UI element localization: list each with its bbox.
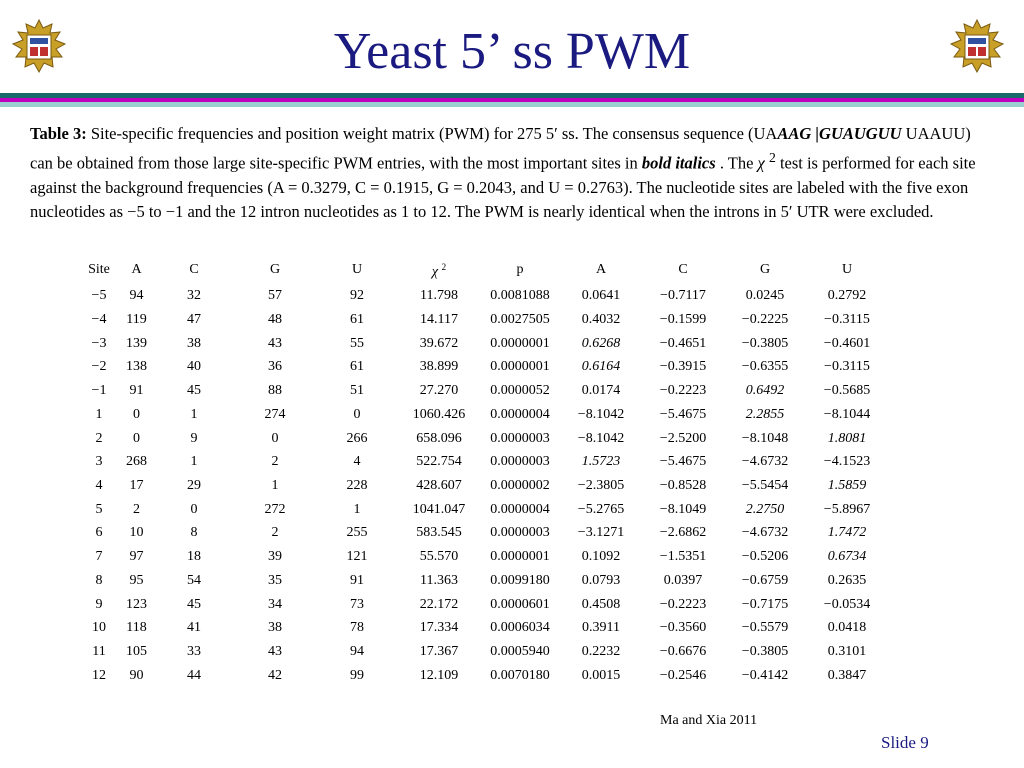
cell-p: 0.0000052 [490,383,550,399]
cell-wu: −8.1044 [823,406,871,422]
table-row [79,640,888,664]
cell-a: 90 [129,667,144,683]
cell-wa: 0.3911 [582,620,620,636]
cell-a: 138 [126,359,147,375]
cell-wg: −0.5206 [741,549,789,565]
cell-wg: 0.6492 [745,383,785,399]
cell-p: 0.0000001 [490,549,550,565]
cell-site: 1 [95,406,103,422]
cell-a: 123 [126,596,147,612]
cell-wu: −0.3115 [824,359,870,375]
cell-wa: 0.6164 [581,359,621,375]
header-pwm-c: C [678,262,688,278]
cell-wa: 0.1092 [581,549,621,565]
cell-site: 7 [95,549,103,565]
source-citation: Ma and Xia 2011 [660,713,758,728]
cell-chi: 39.672 [419,335,459,351]
cell-wc: −2.5200 [659,430,707,446]
table-header-row [79,256,888,284]
table-body [79,284,888,687]
cell-wg: −0.6759 [741,572,789,588]
table-row [79,379,888,403]
cell-c: 1 [190,454,198,470]
caption-text-3: . The [715,153,758,173]
cell-site: −4 [91,312,107,328]
table-row [79,498,888,522]
cell-wa: 0.6268 [581,335,621,351]
table-row [79,427,888,451]
table-row [79,664,888,688]
cell-wu: 1.8081 [827,430,867,446]
cell-c: 8 [190,525,198,541]
cell-wc: −0.7117 [660,288,706,304]
cell-wu: 0.0418 [827,620,867,636]
header-pwm-a: A [595,262,607,278]
cell-wc: −5.4675 [659,454,707,470]
cell-wg: −0.7175 [741,596,789,612]
cell-p: 0.0000601 [490,596,550,612]
cell-p: 0.0070180 [490,667,550,683]
cell-u: 55 [350,335,364,351]
cell-a: 118 [126,620,147,636]
cell-site: −1 [91,383,107,399]
cell-p: 0.0000003 [490,430,550,446]
cell-g: 34 [268,596,282,612]
cell-wg: −0.3805 [741,335,789,351]
cell-g: 57 [268,288,282,304]
cell-wg: −4.6732 [741,525,789,541]
cell-u: 51 [350,383,364,399]
cell-u: 1 [353,501,361,517]
cell-a: 119 [126,312,147,328]
caption-text-4: test is performed for each site against the background frequencies (A = 0.3279, C = 0.1915, G = 0.2043, and U = 0.2763). The nucleotide sites are labeled with the five exon nucleotides as −5 to −1 and the 12 intron nucleotides as 1 to 12. The PWM is nearly identical when the introns in 5′ UTR were excluded. [30,153,976,221]
cell-chi: 1060.426 [412,406,466,422]
table-row [79,569,888,593]
cell-wu: 0.2635 [827,572,867,588]
cell-g: 274 [264,406,286,422]
cell-wc: −0.8528 [659,477,707,493]
cell-chi: 11.363 [420,572,458,588]
table-row [79,521,888,545]
cell-c: 33 [187,643,201,659]
cell-wu: −4.1523 [823,454,871,470]
header-pwm-u: U [841,262,853,278]
table-row [79,403,888,427]
cell-u: 99 [350,667,364,683]
cell-c: 44 [187,667,201,683]
slide-title: Yeast 5’ ss PWM [333,23,691,80]
cell-c: 47 [187,312,201,328]
cell-c: 40 [187,359,201,375]
cell-a: 94 [129,288,144,304]
table-caption [30,122,992,224]
cell-site: 6 [95,525,103,541]
cell-u: 92 [350,288,364,304]
header-g: G [269,262,281,278]
header-chi: χ $^2$ [431,262,447,280]
cell-g: 1 [271,477,279,493]
table-row [79,593,888,617]
cell-wc: −0.3915 [659,359,707,375]
cell-u: 4 [353,454,361,470]
table-row [79,450,888,474]
table-row [79,474,888,498]
university-crest-icon [10,18,68,74]
cell-a: 2 [133,501,140,517]
cell-site: 12 [92,667,106,683]
cell-a: 105 [126,643,147,659]
cell-wc: −0.3560 [659,620,707,636]
cell-p: 0.0081088 [490,288,550,304]
cell-site: 8 [95,572,103,588]
cell-chi: 17.367 [419,643,459,659]
table-row [79,308,888,332]
cell-wg: 2.2750 [745,501,785,517]
caption-text-1: Site-specific frequencies and position weight matrix (PWM) for 275 5′ ss. The consensus sequence (UA [86,124,778,143]
cell-g: 48 [268,312,282,328]
cell-wg: −0.3805 [741,643,789,659]
cell-wu: 0.2792 [827,288,867,304]
cell-p: 0.0000001 [490,359,550,375]
cell-c: 38 [187,335,201,351]
cell-wu: −0.4601 [823,335,871,351]
cell-site: −5 [91,288,107,304]
cell-wa: 0.4508 [581,596,621,612]
cell-wa: 0.4032 [581,312,621,328]
cell-c: 45 [187,596,201,612]
cell-p: 0.0000002 [490,477,550,493]
cell-p: 0.0000001 [490,335,550,351]
divider-light [0,102,1024,107]
cell-a: 139 [126,335,147,351]
cell-chi: 55.570 [419,549,459,565]
cell-site: 4 [95,477,103,493]
cell-p: 0.0006034 [490,620,550,636]
cell-wu: −0.3115 [824,312,870,328]
cell-g: 0 [271,430,279,446]
cell-c: 0 [190,501,198,517]
cell-wg: −0.4142 [741,667,789,683]
cell-wa: −2.3805 [577,477,625,493]
table-row [79,616,888,640]
cell-p: 0.0005940 [490,643,550,659]
cell-wg: −5.5454 [741,477,789,493]
table-row [79,545,888,569]
cell-p: 0.0000003 [490,525,550,541]
cell-g: 39 [268,549,282,565]
cell-wu: 0.3101 [827,643,867,659]
cell-wg: 2.2855 [745,406,785,422]
cell-wg: −8.1048 [741,430,789,446]
cell-c: 1 [190,406,198,422]
cell-wa: 0.0793 [581,572,621,588]
cell-chi: 17.334 [419,620,459,636]
table-row [79,355,888,379]
cell-wg: −0.2225 [741,312,789,328]
cell-wc: −0.2546 [659,667,707,683]
pwm-table [79,256,888,687]
cell-wg: −0.5579 [741,620,789,636]
cell-u: 78 [350,620,364,636]
cell-wc: −0.2223 [659,383,707,399]
title-divider [0,93,1024,107]
cell-u: 91 [350,572,364,588]
header-pwm-g: G [759,262,771,278]
cell-chi: 27.270 [419,383,459,399]
cell-site: 3 [95,454,103,470]
cell-wc: −2.6862 [659,525,707,541]
header-c: C [189,262,199,278]
cell-u: 94 [350,643,364,659]
cell-g: 43 [268,643,282,659]
caption-bold-italics: bold italics [641,153,716,173]
cell-chi: 38.899 [419,359,459,375]
cell-wa: 1.5723 [581,454,621,470]
cell-chi: 658.096 [416,430,462,446]
cell-a: 91 [129,383,144,399]
cell-wc: −5.4675 [659,406,707,422]
caption-consensus: AAG |GUAUGUU [777,124,902,143]
cell-u: 255 [346,525,368,541]
cell-wu: 1.5859 [827,477,867,493]
cell-a: 268 [126,454,147,470]
cell-u: 61 [350,359,364,375]
cell-site: 10 [92,620,106,636]
cell-site: 5 [95,501,103,517]
cell-chi: 583.545 [416,525,462,541]
cell-chi: 428.607 [416,477,462,493]
cell-g: 88 [268,383,282,399]
caption-text-2: UAAUU) can be obtained from those large site-specific PWM entries, with the most important sites in [30,124,971,173]
cell-wa: −5.2765 [577,501,625,517]
caption-chi-sup: 2 [768,150,776,165]
cell-p: 0.0000004 [490,406,550,422]
cell-c: 32 [187,288,201,304]
table-row [79,284,888,308]
cell-wc: −0.2223 [659,596,707,612]
cell-chi: 22.172 [419,596,459,612]
cell-wu: −0.5685 [823,383,871,399]
cell-chi: 12.109 [419,667,459,683]
university-crest-icon [948,18,1006,74]
cell-a: 17 [129,477,144,493]
cell-c: 41 [187,620,201,636]
cell-g: 36 [268,359,282,375]
header-p: p [516,262,524,278]
cell-a: 97 [129,549,144,565]
cell-g: 42 [268,667,282,683]
cell-u: 121 [346,549,368,565]
cell-wg: 0.0245 [745,288,785,304]
cell-a: 95 [129,572,144,588]
cell-wu: 0.3847 [827,667,867,683]
header-a: A [131,262,142,278]
cell-wc: −1.5351 [659,549,707,565]
cell-wu: 0.6734 [827,549,867,565]
slide-number: Slide 9 [881,733,929,752]
cell-c: 54 [187,572,201,588]
header-u: U [351,262,363,278]
cell-site: −3 [91,335,107,351]
cell-a: 10 [129,525,144,541]
cell-site: 11 [92,643,106,659]
cell-wu: −5.8967 [823,501,871,517]
cell-c: 29 [187,477,201,493]
cell-wu: −0.0534 [823,596,871,612]
cell-wu: 1.7472 [827,525,867,541]
cell-chi: 522.754 [416,454,462,470]
cell-wg: −4.6732 [741,454,789,470]
cell-wa: −8.1042 [577,430,625,446]
cell-wc: 0.0397 [663,572,703,588]
cell-wc: −0.4651 [659,335,707,351]
cell-site: 2 [95,430,103,446]
cell-wc: −0.1599 [659,312,707,328]
cell-g: 43 [268,335,282,351]
cell-wa: 0.2232 [581,643,621,659]
table-row [79,332,888,356]
cell-site: 9 [95,596,103,612]
caption-label: Table 3: [30,124,87,143]
cell-wa: 0.0015 [581,667,621,683]
cell-p: 0.0099180 [490,572,550,588]
cell-chi: 14.117 [420,312,458,328]
cell-wc: −0.6676 [659,643,707,659]
cell-u: 73 [350,596,364,612]
cell-chi: 1041.047 [412,501,466,517]
cell-chi: 11.798 [420,288,458,304]
cell-g: 38 [268,620,282,636]
caption-chi: χ [757,153,765,173]
cell-p: 0.0000003 [490,454,550,470]
cell-g: 35 [268,572,282,588]
cell-u: 0 [353,406,361,422]
cell-p: 0.0027505 [490,312,550,328]
cell-u: 61 [350,312,364,328]
cell-wa: −3.1271 [577,525,625,541]
cell-a: 0 [133,406,140,422]
cell-c: 18 [187,549,201,565]
cell-p: 0.0000004 [490,501,550,517]
cell-g: 2 [271,525,279,541]
cell-wc: −8.1049 [659,501,707,517]
cell-wa: 0.0641 [581,288,621,304]
cell-c: 9 [190,430,198,446]
cell-wa: 0.0174 [581,383,621,399]
cell-c: 45 [187,383,201,399]
cell-g: 272 [264,501,286,517]
cell-a: 0 [133,430,140,446]
cell-u: 228 [346,477,368,493]
cell-wg: −0.6355 [741,359,789,375]
cell-g: 2 [271,454,279,470]
cell-wa: −8.1042 [577,406,625,422]
cell-u: 266 [346,430,368,446]
header-site: Site [88,262,110,278]
cell-site: −2 [91,359,107,375]
